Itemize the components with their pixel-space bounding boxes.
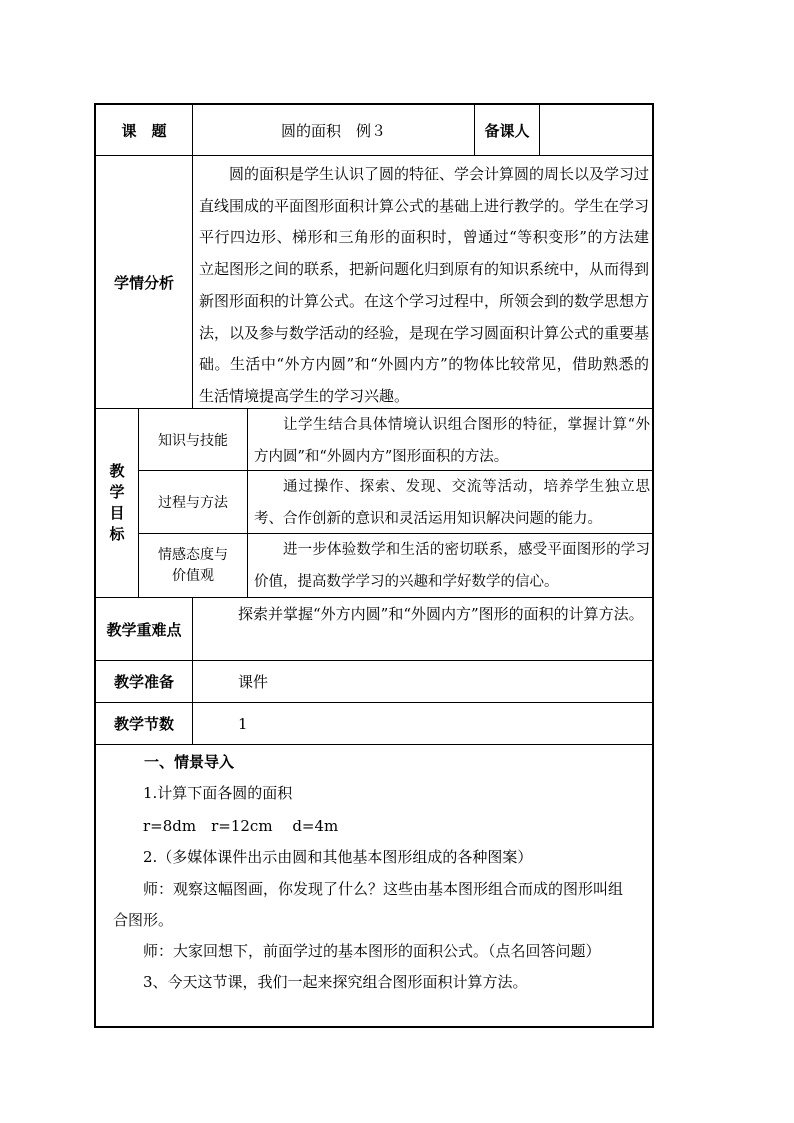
preparer-label: 备课人 [484, 121, 530, 140]
lesson-line: 1.计算下面各圆的面积 [143, 784, 293, 802]
analysis-label: 学情分析 [113, 273, 174, 292]
objective-text: 通过操作、探索、发现、交流等活动，培养学生独立思考、合作创新的意识和灵活运用知识解决问题的能力。 [254, 479, 650, 527]
lesson-line: 2.（多媒体课件出示由圆和其他基本图形组成的各种图案） [143, 848, 533, 866]
key-points-text [208, 598, 650, 660]
objective-text: 让学生结合具体情境认识组合图形的特征，掌握计算“外方内圆”和“外圆内方”图形面积的方法。 [254, 417, 650, 465]
column-divider [192, 597, 193, 744]
objective-name-line: 情感态度与 [158, 546, 228, 563]
topic-label: 课 题 [121, 121, 167, 140]
lesson-body [96, 745, 652, 1026]
objective-text-attitude [254, 534, 650, 597]
objective-text: 进一步体验数学和生活的密切联系，感受平面图形的学习价值，提高数学学习的兴趣和学好数学的信心。 [254, 542, 650, 590]
objective-name-line: 价值观 [172, 567, 214, 584]
preparation-label: 教学准备 [113, 673, 174, 691]
section-title: 一、情景导入 [144, 753, 235, 771]
key-points-paragraph: 探索并掌握“外方内圆”和“外圆内方”图形的面积的计算方法。 [238, 605, 644, 623]
analysis-text: 圆的面积是学生认识了圆的特征、学会计算圆的周长以及学习过直线围成的平面图形面积计算公式的基础上进行教学的。学生在学习平行四边形、梯形和三角形的面积时，曾通过“等积变形”的方法建立起图形之间的联系，把新问题化归到原有的知识系统中，从而得到新图形面积的计算公式。在这个学习过程中，所领会到的数学思想方法，以及参与数学活动的经验，是现在学习圆面积计算公式的重要基础。生活中“外方内圆”和“外圆内方”的物体比较常见，借助熟悉的生活情境提高学生的学习兴趣。 [199, 165, 650, 405]
preparation-value: 课件 [238, 673, 269, 691]
objective-name-process: 过程与方法 [158, 495, 228, 511]
objective-name-attitude [139, 534, 247, 597]
lesson-plan-table [94, 103, 654, 1028]
lesson-line: r=8dm r=12cm d=4m [143, 817, 339, 835]
objective-name-knowledge: 知识与技能 [158, 432, 228, 449]
lesson-line: 师：观察这幅图画，你发现了什么？这些由基本图形组合而成的图形叫组 [143, 880, 624, 898]
objectives-label: 教学目标 [109, 462, 125, 543]
objective-text-process [254, 471, 650, 533]
periods-label: 教学节数 [113, 715, 174, 733]
lesson-line: 3、今天这节课，我们一起来探究组合图形面积计算方法。 [143, 973, 528, 991]
objective-text-knowledge [254, 409, 650, 470]
key-points-label: 教学重难点 [106, 620, 182, 639]
topic-value: 圆的面积 例３ [280, 121, 386, 140]
periods-value: 1 [238, 714, 248, 733]
lesson-line: 合图形。 [113, 911, 174, 929]
analysis-paragraph [199, 156, 649, 408]
preparer-value [540, 105, 652, 155]
objectives-label-cell [96, 409, 138, 597]
column-divider [247, 408, 248, 597]
lesson-line: 师：大家回想下，前面学过的基本图形的面积公式。（点名回答问题） [143, 942, 601, 960]
